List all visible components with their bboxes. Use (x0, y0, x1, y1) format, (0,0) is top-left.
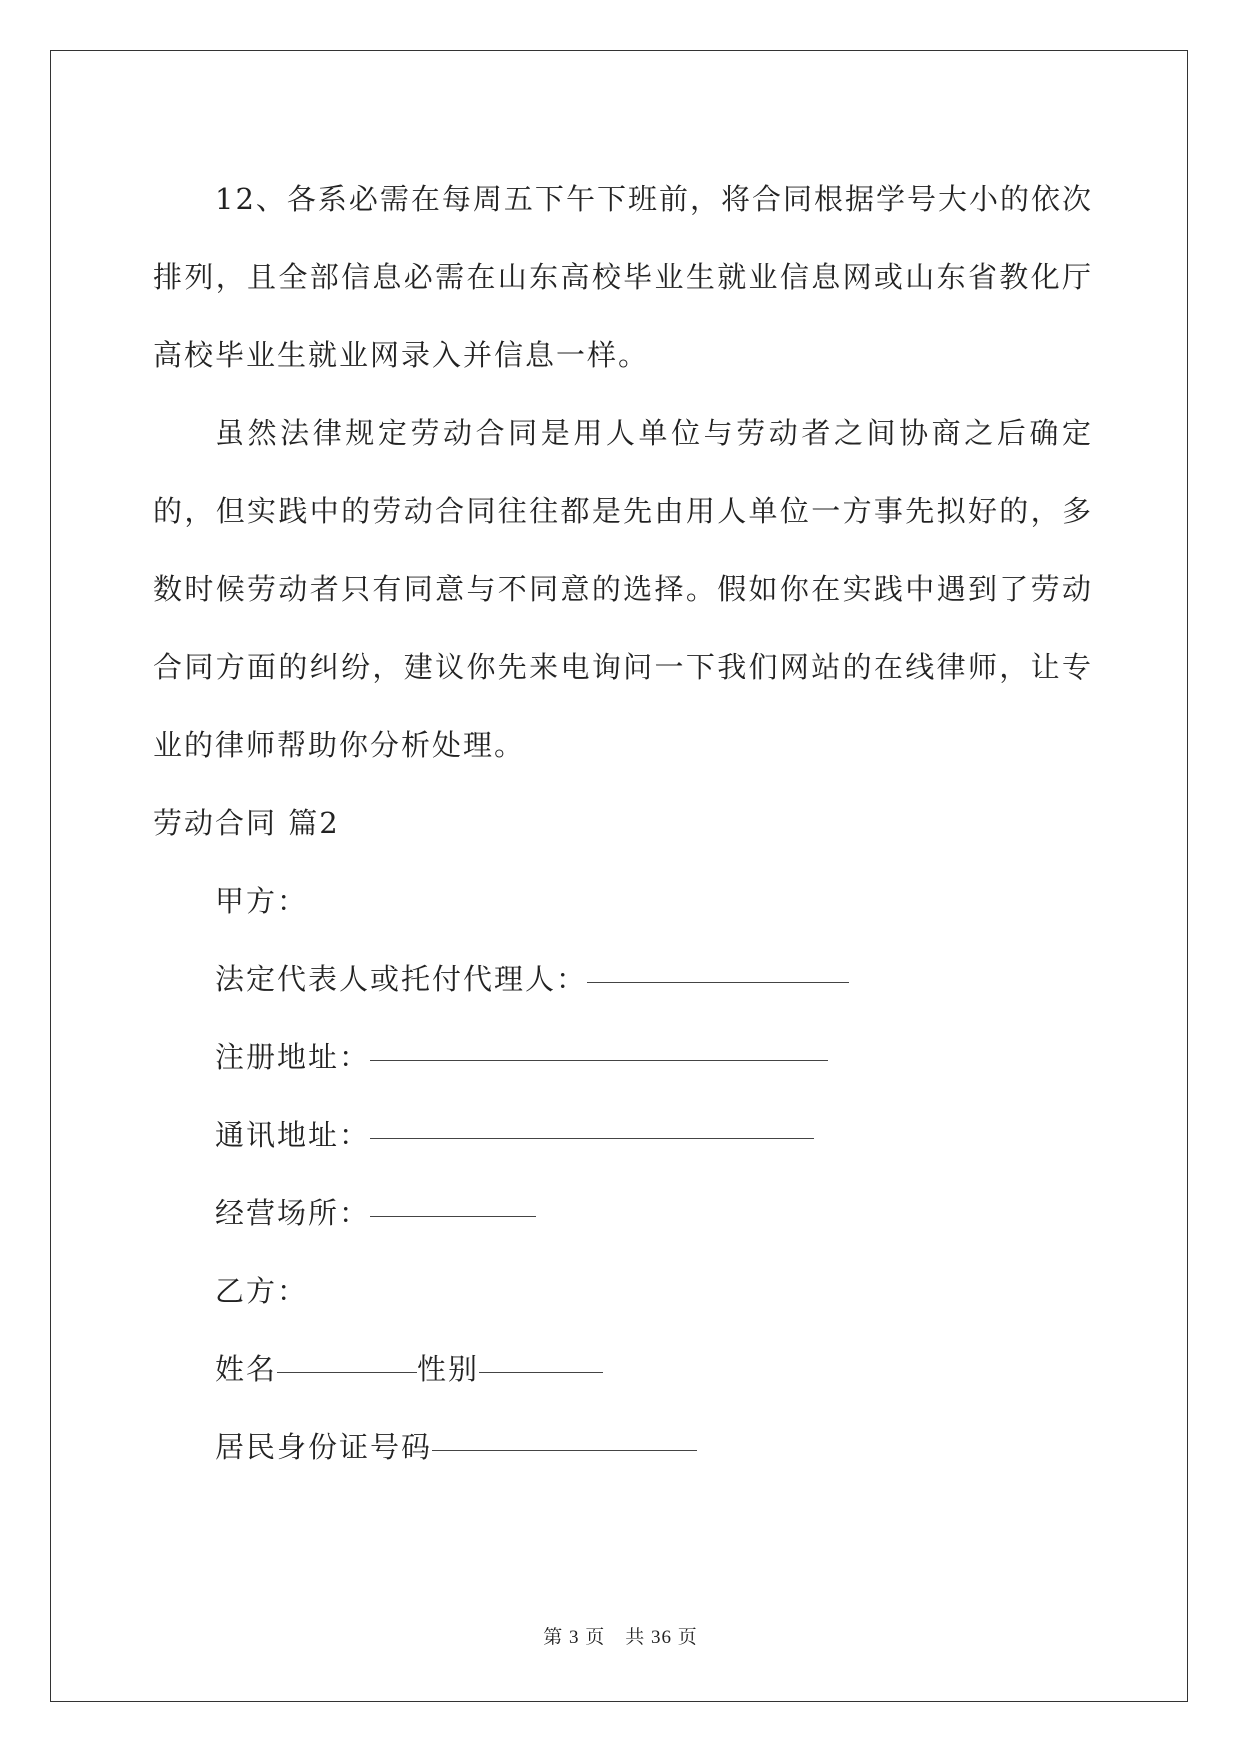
name-label: 姓名 (215, 1352, 278, 1386)
business-place-line (153, 1174, 1093, 1252)
business-place-label: 经营场所： (215, 1196, 371, 1230)
paragraph-clause-12: 12、各系必需在每周五下午下班前，将合同根据学号大小的依次排列，且全部信息必需在山东高校毕业生就业信息网或山东省教化厅高校毕业生就业网录入并信息一样。 (153, 182, 1093, 372)
name-blank (277, 1371, 417, 1373)
legal-rep-line (153, 940, 1093, 1018)
party-a-line (153, 862, 1093, 940)
business-place-blank (370, 1215, 536, 1217)
gender-blank (479, 1371, 603, 1373)
party-a-label: 甲方： (215, 884, 309, 918)
registered-address-blank (370, 1059, 828, 1061)
registered-address-line (153, 1018, 1093, 1096)
party-b-label: 乙方： (215, 1274, 309, 1308)
document-body (153, 160, 1093, 1486)
id-number-line (153, 1408, 1093, 1486)
legal-rep-blank (587, 981, 849, 983)
page-footer: 第 3 页 共 36 页 (543, 1627, 698, 1648)
registered-address-label: 注册地址： (215, 1040, 371, 1074)
id-number-label: 居民身份证号码 (215, 1430, 433, 1464)
name-gender-line (153, 1330, 1093, 1408)
mailing-address-line (153, 1096, 1093, 1174)
id-number-blank (432, 1449, 697, 1451)
mailing-address-label: 通讯地址： (215, 1118, 371, 1152)
section-heading: 劳动合同 篇2 (153, 806, 340, 840)
gender-label: 性别 (417, 1352, 480, 1386)
paragraph-advice: 虽然法律规定劳动合同是用人单位与劳动者之间协商之后确定的，但实践中的劳动合同往往都是先由用人单位一方事先拟好的，多数时候劳动者只有同意与不同意的选择。假如你在实践中遇到了劳动合同方面的纠纷，建议你先来电询问一下我们网站的在线律师，让专业的律师帮助你分析处理。 (153, 416, 1093, 762)
party-b-line (153, 1252, 1093, 1330)
legal-rep-label: 法定代表人或托付代理人： (215, 962, 588, 996)
mailing-address-blank (370, 1137, 814, 1139)
